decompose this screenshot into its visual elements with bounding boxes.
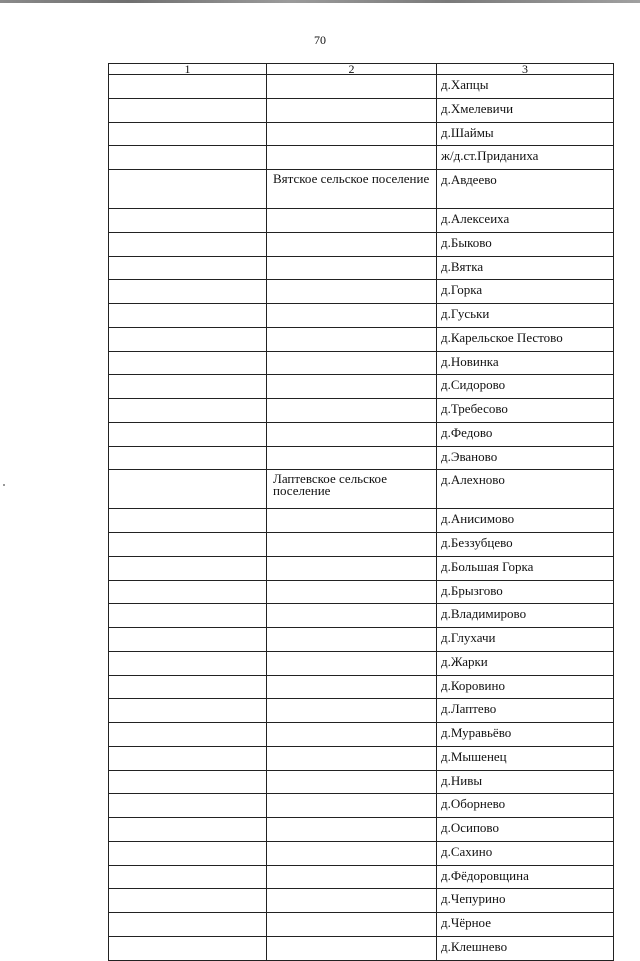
- cell-col1: [109, 280, 267, 304]
- village-name-cell: д.Гуськи: [437, 304, 614, 328]
- settlement-name-cell: Вятское сельское поселение: [267, 170, 437, 209]
- table-row: [109, 889, 614, 913]
- village-name-cell: д.Оборнево: [437, 794, 614, 818]
- table-row: [109, 375, 614, 399]
- cell-col1: [109, 327, 267, 351]
- table-header-row: [109, 64, 614, 75]
- settlement-name-cell: [267, 327, 437, 351]
- cell-col1: [109, 351, 267, 375]
- cell-col1: [109, 818, 267, 842]
- table-row: [109, 533, 614, 557]
- table-row: [109, 723, 614, 747]
- table-row: [109, 675, 614, 699]
- village-name-cell: д.Хапцы: [437, 75, 614, 99]
- table-row: [109, 209, 614, 233]
- village-name-cell: д.Брызгово: [437, 580, 614, 604]
- table-row: [109, 232, 614, 256]
- table-row: [109, 327, 614, 351]
- table-row: [109, 422, 614, 446]
- settlement-name-cell: [267, 794, 437, 818]
- village-name-cell: д.Сахино: [437, 841, 614, 865]
- cell-col1: [109, 399, 267, 423]
- village-name-cell: д.Карельское Пестово: [437, 327, 614, 351]
- table-row: [109, 256, 614, 280]
- village-name-cell: д.Алексеиха: [437, 209, 614, 233]
- settlement-name-cell: [267, 509, 437, 533]
- village-name-cell: д.Жарки: [437, 651, 614, 675]
- village-name-cell: д.Глухачи: [437, 628, 614, 652]
- settlements-table: [108, 63, 614, 961]
- settlement-name-cell: [267, 889, 437, 913]
- column-header-1: 1: [109, 64, 267, 75]
- village-name-cell: д.Алехново: [437, 470, 614, 509]
- cell-col1: [109, 746, 267, 770]
- cell-col1: [109, 675, 267, 699]
- settlement-name-cell: [267, 865, 437, 889]
- village-name-cell: д.Сидорово: [437, 375, 614, 399]
- cell-col1: [109, 913, 267, 937]
- cell-col1: [109, 470, 267, 509]
- village-name-cell: ж/д.ст.Приданиха: [437, 146, 614, 170]
- table-row: [109, 865, 614, 889]
- table-row: [109, 470, 614, 509]
- table-row: [109, 580, 614, 604]
- cell-col1: [109, 889, 267, 913]
- village-name-cell: д.Эваново: [437, 446, 614, 470]
- scan-speck: [3, 484, 5, 486]
- settlement-name-cell: [267, 351, 437, 375]
- table-row: [109, 604, 614, 628]
- table-row: [109, 446, 614, 470]
- table-row: [109, 936, 614, 960]
- settlement-name-cell: [267, 651, 437, 675]
- settlement-name-cell: [267, 628, 437, 652]
- cell-col1: [109, 170, 267, 209]
- cell-col1: [109, 75, 267, 99]
- village-name-cell: д.Федово: [437, 422, 614, 446]
- cell-col1: [109, 841, 267, 865]
- village-name-cell: д.Беззубцево: [437, 533, 614, 557]
- cell-col1: [109, 936, 267, 960]
- settlement-name-cell: [267, 723, 437, 747]
- village-name-cell: д.Чепурино: [437, 889, 614, 913]
- cell-col1: [109, 304, 267, 328]
- cell-col1: [109, 628, 267, 652]
- settlement-name-cell: [267, 580, 437, 604]
- scan-top-edge: [0, 0, 640, 3]
- cell-col1: [109, 509, 267, 533]
- village-name-cell: д.Большая Горка: [437, 556, 614, 580]
- table-body: [109, 75, 614, 961]
- village-name-cell: д.Клешнево: [437, 936, 614, 960]
- settlement-name-cell: [267, 936, 437, 960]
- table-row: [109, 280, 614, 304]
- cell-col1: [109, 232, 267, 256]
- village-name-cell: д.Горка: [437, 280, 614, 304]
- cell-col1: [109, 209, 267, 233]
- village-name-cell: д.Коровино: [437, 675, 614, 699]
- table-row: [109, 794, 614, 818]
- settlement-name-cell: [267, 699, 437, 723]
- column-header-3: 3: [437, 64, 614, 75]
- village-name-cell: д.Лаптево: [437, 699, 614, 723]
- settlement-name-cell: [267, 533, 437, 557]
- table-row: [109, 122, 614, 146]
- village-name-cell: д.Шаймы: [437, 122, 614, 146]
- settlement-name-cell: [267, 75, 437, 99]
- table-row: [109, 913, 614, 937]
- settlement-name-cell: [267, 209, 437, 233]
- cell-col1: [109, 556, 267, 580]
- settlement-name-cell: Лаптевское сельское поселение: [267, 470, 437, 509]
- village-name-cell: д.Хмелевичи: [437, 98, 614, 122]
- table-row: [109, 841, 614, 865]
- settlement-name-cell: [267, 770, 437, 794]
- village-name-cell: д.Фёдоровщина: [437, 865, 614, 889]
- cell-col1: [109, 375, 267, 399]
- table-row: [109, 699, 614, 723]
- cell-col1: [109, 580, 267, 604]
- settlement-name-cell: [267, 146, 437, 170]
- settlement-name-cell: [267, 399, 437, 423]
- cell-col1: [109, 865, 267, 889]
- cell-col1: [109, 146, 267, 170]
- table-row: [109, 556, 614, 580]
- settlement-name-cell: [267, 446, 437, 470]
- village-name-cell: д.Анисимово: [437, 509, 614, 533]
- settlement-name-cell: [267, 98, 437, 122]
- cell-col1: [109, 770, 267, 794]
- village-name-cell: д.Требесово: [437, 399, 614, 423]
- village-name-cell: д.Нивы: [437, 770, 614, 794]
- settlement-name-cell: [267, 280, 437, 304]
- village-name-cell: д.Мышенец: [437, 746, 614, 770]
- table-row: [109, 98, 614, 122]
- cell-col1: [109, 98, 267, 122]
- village-name-cell: д.Вятка: [437, 256, 614, 280]
- column-header-2: 2: [267, 64, 437, 75]
- table-row: [109, 351, 614, 375]
- cell-col1: [109, 533, 267, 557]
- table-row: [109, 146, 614, 170]
- settlement-name-cell: [267, 122, 437, 146]
- settlement-name-cell: [267, 232, 437, 256]
- village-name-cell: д.Муравьёво: [437, 723, 614, 747]
- village-name-cell: д.Новинка: [437, 351, 614, 375]
- settlement-name-cell: [267, 818, 437, 842]
- settlement-name-cell: [267, 841, 437, 865]
- village-name-cell: д.Авдеево: [437, 170, 614, 209]
- cell-col1: [109, 794, 267, 818]
- table-row: [109, 651, 614, 675]
- settlement-name-cell: [267, 913, 437, 937]
- village-name-cell: д.Осипово: [437, 818, 614, 842]
- village-name-cell: д.Быково: [437, 232, 614, 256]
- cell-col1: [109, 651, 267, 675]
- village-name-cell: д.Владимирово: [437, 604, 614, 628]
- settlement-name-cell: [267, 556, 437, 580]
- settlement-name-cell: [267, 746, 437, 770]
- cell-col1: [109, 422, 267, 446]
- cell-col1: [109, 122, 267, 146]
- page-number: 70: [314, 33, 326, 47]
- table-row: [109, 770, 614, 794]
- table-row: [109, 628, 614, 652]
- settlement-name-cell: [267, 375, 437, 399]
- cell-col1: [109, 723, 267, 747]
- table-row: [109, 304, 614, 328]
- settlement-name-cell: [267, 256, 437, 280]
- table-row: [109, 399, 614, 423]
- settlement-name-cell: [267, 675, 437, 699]
- settlement-name-cell: [267, 604, 437, 628]
- table-row: [109, 746, 614, 770]
- cell-col1: [109, 699, 267, 723]
- settlement-name-cell: [267, 422, 437, 446]
- cell-col1: [109, 446, 267, 470]
- cell-col1: [109, 604, 267, 628]
- table-row: [109, 170, 614, 209]
- table-row: [109, 75, 614, 99]
- table-row: [109, 818, 614, 842]
- village-name-cell: д.Чёрное: [437, 913, 614, 937]
- settlement-name-cell: [267, 304, 437, 328]
- table-row: [109, 509, 614, 533]
- cell-col1: [109, 256, 267, 280]
